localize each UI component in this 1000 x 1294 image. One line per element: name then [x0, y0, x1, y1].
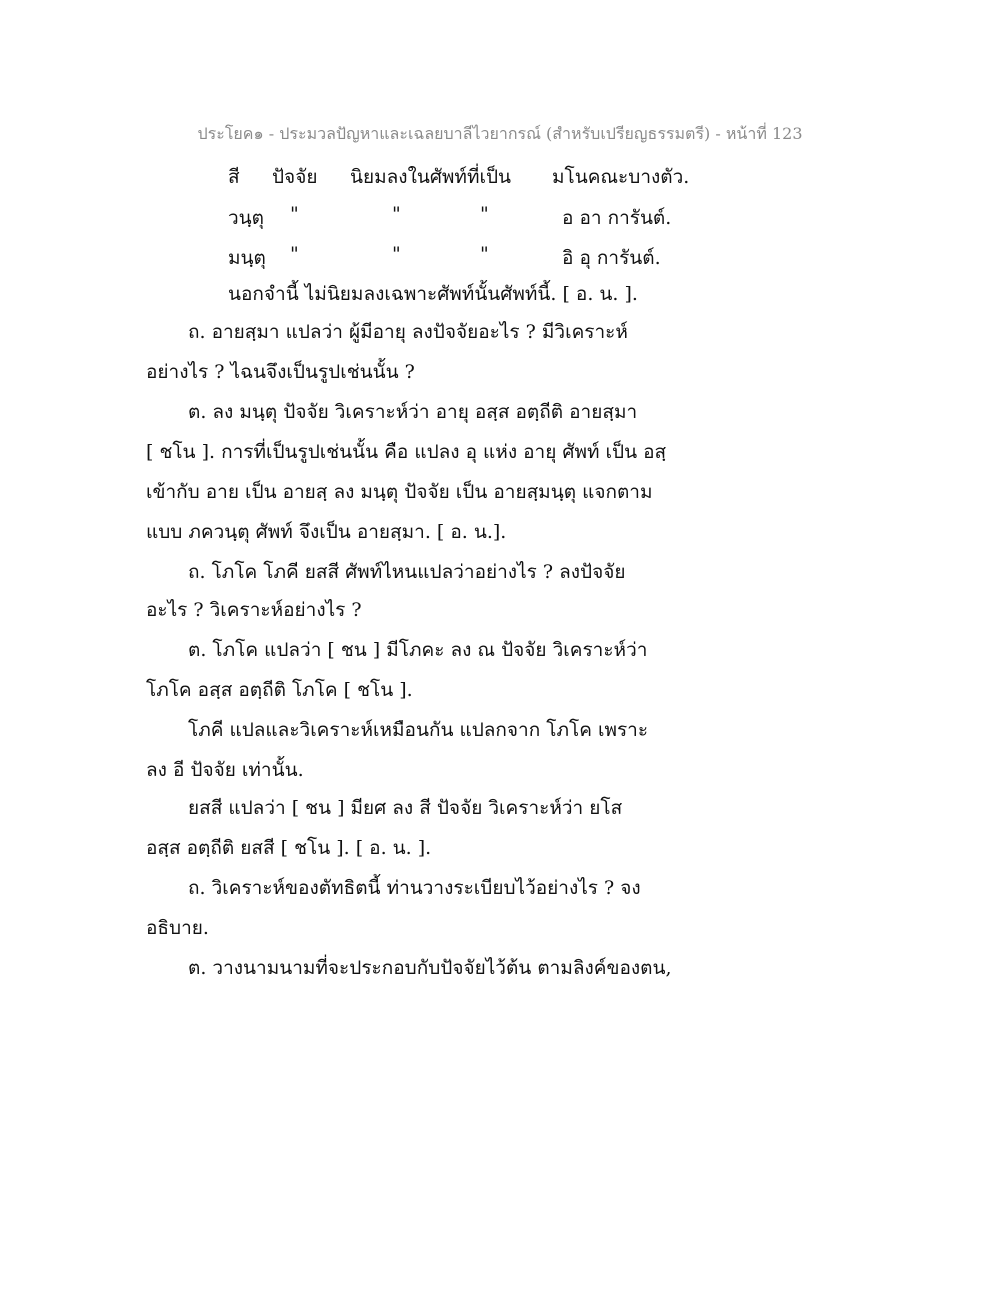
paragraph-line: เข้ากับ อาย เป็น อายสฺ ลง มนฺตุ ปัจจัย เป็น อายสฺมนฺตุ แจกตาม [146, 481, 653, 503]
ditto-mark: " [290, 243, 299, 265]
paragraph-line: นอกจำนี้ ไม่นิยมลงเฉพาะศัพท์นั้นศัพท์นี้. [ อ. น. ]. [228, 283, 638, 305]
ditto-mark: " [392, 203, 401, 225]
table-cell: อ อา การันต์. [562, 207, 672, 229]
table-cell: มโนคณะบางตัว. [552, 166, 690, 188]
table-cell: สี [228, 166, 240, 188]
answer-line: ต. ลง มนฺตุ ปัจจัย วิเคราะห์ว่า อายุ อสฺส อตฺถีติ อายสฺมา [188, 401, 638, 423]
paragraph-line: ลง อี ปัจจัย เท่านั้น. [146, 759, 304, 781]
paragraph-line: โภโค อสฺส อตฺถีติ โภโค [ ชโน ]. [146, 679, 413, 701]
table-cell: อิ อุ การันต์. [562, 247, 661, 269]
ditto-mark: " [392, 243, 401, 265]
answer-line: ต. โภโค แปลว่า [ ชน ] มีโภคะ ลง ณ ปัจจัย วิเคราะห์ว่า [188, 639, 648, 661]
table-cell: มนฺตุ [228, 247, 266, 269]
paragraph-line: อย่างไร ? ไฉนจึงเป็นรูปเช่นนั้น ? [146, 361, 415, 383]
ditto-mark: " [480, 203, 489, 225]
paragraph-line: อสฺส อตฺถีติ ยสสี [ ชโน ]. [ อ. น. ]. [146, 837, 432, 859]
paragraph-line: ยสสี แปลว่า [ ชน ] มียศ ลง สี ปัจจัย วิเคราะห์ว่า ยโส [188, 797, 623, 819]
paragraph-line: อธิบาย. [146, 917, 209, 939]
table-cell: นิยมลงในศัพท์ที่เป็น [350, 166, 512, 188]
question-line: ถ. โภโค โภคี ยสสี ศัพท์ไหนแปลว่าอย่างไร ? ลงปัจจัย [188, 561, 626, 583]
suffix-table-row [228, 162, 788, 186]
table-cell: วนฺตุ [228, 207, 264, 229]
table-cell: ปัจจัย [272, 166, 318, 188]
suffix-table-row [228, 203, 788, 227]
paragraph-line: [ ชโน ]. การที่เป็นรูปเช่นนั้น คือ แปลง อุ แห่ง อายุ ศัพท์ เป็น อสฺ [146, 441, 667, 463]
question-line: ถ. อายสฺมา แปลว่า ผู้มีอายุ ลงปัจจัยอะไร ? มีวิเคราะห์ [188, 321, 628, 343]
paragraph-line: โภคี แปลและวิเคราะห์เหมือนกัน แปลกจาก โภโค เพราะ [188, 719, 649, 741]
ditto-mark: " [290, 203, 299, 225]
paragraph-line: แบบ ภควนฺตุ ศัพท์ จึงเป็น อายสฺมา. [ อ. น.]. [146, 521, 507, 543]
answer-line: ต. วางนามนามที่จะประกอบกับปัจจัยไว้ต้น ตามลิงค์ของตน, [188, 957, 672, 979]
page-header: ประโยค๑ - ประมวลปัญหาและเฉลยบาลีไวยากรณ์ (สำหรับเปรียญธรรมตรี) - หน้าที่ 123 [197, 124, 803, 143]
paragraph-line: อะไร ? วิเคราะห์อย่างไร ? [146, 599, 362, 621]
question-line: ถ. วิเคราะห์ของตัทธิตนี้ ท่านวางระเบียบไว้อย่างไร ? จง [188, 877, 641, 899]
suffix-table-row [228, 243, 788, 267]
ditto-mark: " [480, 243, 489, 265]
